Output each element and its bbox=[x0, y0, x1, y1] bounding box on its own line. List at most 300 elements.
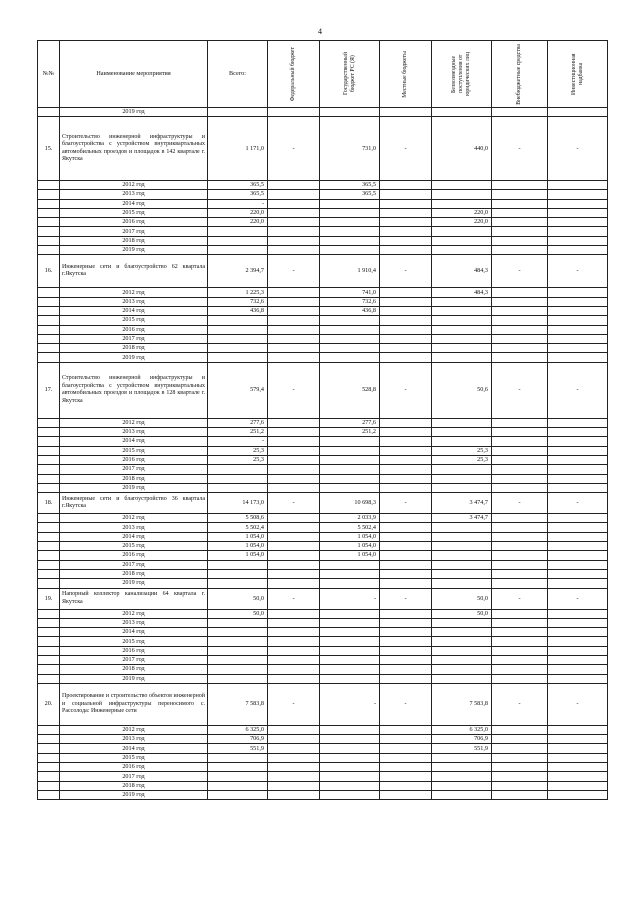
year-offbudget bbox=[492, 465, 548, 474]
year-index-cell bbox=[38, 781, 60, 790]
year-legal bbox=[432, 227, 492, 236]
year-label: 2016 год bbox=[60, 646, 208, 655]
year-state bbox=[320, 725, 380, 734]
year-label: 2017 год bbox=[60, 560, 208, 569]
year-legal bbox=[432, 781, 492, 790]
year-local bbox=[380, 437, 432, 446]
year-index-cell bbox=[38, 428, 60, 437]
year-legal bbox=[432, 181, 492, 190]
project-total: 50,0 bbox=[208, 588, 268, 609]
year-legal bbox=[432, 418, 492, 427]
year-local bbox=[380, 609, 432, 618]
year-row bbox=[38, 523, 608, 532]
year-total: 220,0 bbox=[208, 208, 268, 217]
year-row bbox=[38, 674, 608, 683]
year-state bbox=[320, 344, 380, 353]
year-index-cell bbox=[38, 190, 60, 199]
project-legal: 50,6 bbox=[432, 362, 492, 418]
project-offbudget: - bbox=[492, 362, 548, 418]
year-total: 220,0 bbox=[208, 218, 268, 227]
year-investment bbox=[548, 763, 608, 772]
year-federal bbox=[268, 753, 320, 762]
year-label: 2015 год bbox=[60, 208, 208, 217]
year-legal bbox=[432, 532, 492, 541]
year-label: 2018 год bbox=[60, 665, 208, 674]
year-row bbox=[38, 781, 608, 790]
year-label: 2013 год bbox=[60, 190, 208, 199]
year-federal bbox=[268, 569, 320, 578]
year-state: 365,5 bbox=[320, 181, 380, 190]
year-state bbox=[320, 474, 380, 483]
year-state bbox=[320, 618, 380, 627]
year-state: 1 054,0 bbox=[320, 532, 380, 541]
year-label: 2016 год bbox=[60, 218, 208, 227]
year-offbudget bbox=[492, 455, 548, 464]
year-local bbox=[380, 218, 432, 227]
year-federal bbox=[268, 628, 320, 637]
year-investment bbox=[548, 306, 608, 315]
year-label: 2013 год bbox=[60, 735, 208, 744]
year-row bbox=[38, 646, 608, 655]
continuation-row bbox=[38, 108, 608, 117]
project-federal: - bbox=[268, 588, 320, 609]
year-row bbox=[38, 334, 608, 343]
year-offbudget bbox=[492, 655, 548, 664]
year-total bbox=[208, 344, 268, 353]
year-investment bbox=[548, 353, 608, 362]
year-state bbox=[320, 199, 380, 208]
year-investment bbox=[548, 569, 608, 578]
year-row bbox=[38, 325, 608, 334]
year-legal: 25,3 bbox=[432, 446, 492, 455]
year-investment bbox=[548, 297, 608, 306]
year-label: 2014 год bbox=[60, 532, 208, 541]
project-legal: 484,3 bbox=[432, 255, 492, 288]
year-local bbox=[380, 483, 432, 492]
year-investment bbox=[548, 316, 608, 325]
year-index-cell bbox=[38, 523, 60, 532]
project-index: 20. bbox=[38, 683, 60, 725]
year-legal bbox=[432, 465, 492, 474]
year-state: 5 502,4 bbox=[320, 523, 380, 532]
year-local bbox=[380, 246, 432, 255]
project-index: 18. bbox=[38, 493, 60, 514]
year-local bbox=[380, 208, 432, 217]
project-name: Строительство инженерной инфраструктуры и благоустройства с устройством внутриквартальных автомобильных проездов и площадок в 128 квартале г. Якутска bbox=[60, 362, 208, 418]
year-investment bbox=[548, 790, 608, 799]
year-legal bbox=[432, 637, 492, 646]
year-legal bbox=[432, 790, 492, 799]
year-row bbox=[38, 551, 608, 560]
year-local bbox=[380, 569, 432, 578]
year-local bbox=[380, 655, 432, 664]
year-federal bbox=[268, 781, 320, 790]
year-federal bbox=[268, 637, 320, 646]
year-offbudget bbox=[492, 418, 548, 427]
project-investment: - bbox=[548, 362, 608, 418]
year-legal: 551,9 bbox=[432, 744, 492, 753]
year-total: 551,9 bbox=[208, 744, 268, 753]
year-legal bbox=[432, 325, 492, 334]
project-investment: - bbox=[548, 493, 608, 514]
year-offbudget bbox=[492, 551, 548, 560]
year-state: 436,8 bbox=[320, 306, 380, 315]
year-federal bbox=[268, 744, 320, 753]
year-legal bbox=[432, 353, 492, 362]
year-row bbox=[38, 218, 608, 227]
year-label: 2016 год bbox=[60, 551, 208, 560]
budget-table-wrapper bbox=[37, 40, 607, 800]
year-legal bbox=[432, 474, 492, 483]
year-federal bbox=[268, 199, 320, 208]
project-row bbox=[38, 493, 608, 514]
year-state bbox=[320, 455, 380, 464]
year-total: 1 225,3 bbox=[208, 288, 268, 297]
year-index-cell bbox=[38, 297, 60, 306]
year-local bbox=[380, 465, 432, 474]
year-index-cell bbox=[38, 551, 60, 560]
year-legal bbox=[432, 428, 492, 437]
year-state bbox=[320, 735, 380, 744]
project-total: 1 171,0 bbox=[208, 117, 268, 181]
year-index-cell bbox=[38, 725, 60, 734]
project-index: 16. bbox=[38, 255, 60, 288]
year-offbudget bbox=[492, 437, 548, 446]
year-local bbox=[380, 763, 432, 772]
year-label: 2012 год bbox=[60, 181, 208, 190]
project-local: - bbox=[380, 255, 432, 288]
year-row bbox=[38, 655, 608, 664]
year-row bbox=[38, 199, 608, 208]
year-index-cell bbox=[38, 353, 60, 362]
year-index-cell bbox=[38, 316, 60, 325]
year-legal bbox=[432, 753, 492, 762]
table-header-row bbox=[38, 41, 608, 108]
year-local bbox=[380, 674, 432, 683]
year-offbudget bbox=[492, 334, 548, 343]
year-total: 365,5 bbox=[208, 190, 268, 199]
header-name: Наименование мероприятия bbox=[60, 41, 208, 108]
year-federal bbox=[268, 763, 320, 772]
year-row bbox=[38, 753, 608, 762]
year-offbudget bbox=[492, 344, 548, 353]
year-offbudget bbox=[492, 569, 548, 578]
year-total bbox=[208, 753, 268, 762]
year-local bbox=[380, 418, 432, 427]
year-label: 2014 год bbox=[60, 437, 208, 446]
year-state bbox=[320, 781, 380, 790]
year-offbudget bbox=[492, 514, 548, 523]
year-label: 2018 год bbox=[60, 474, 208, 483]
year-total bbox=[208, 236, 268, 245]
year-total: 277,6 bbox=[208, 418, 268, 427]
year-row bbox=[38, 446, 608, 455]
year-row bbox=[38, 637, 608, 646]
year-offbudget bbox=[492, 483, 548, 492]
year-offbudget bbox=[492, 446, 548, 455]
year-label: 2017 год bbox=[60, 465, 208, 474]
year-label: 2019 год bbox=[60, 246, 208, 255]
project-local: - bbox=[380, 683, 432, 725]
header-investment: Инвестиционная надбавка bbox=[548, 41, 608, 108]
year-legal bbox=[432, 297, 492, 306]
year-label: 2019 год bbox=[60, 483, 208, 492]
year-investment bbox=[548, 288, 608, 297]
year-federal bbox=[268, 446, 320, 455]
year-index-cell bbox=[38, 199, 60, 208]
year-state bbox=[320, 246, 380, 255]
year-investment bbox=[548, 246, 608, 255]
year-total bbox=[208, 560, 268, 569]
project-name: Проектирование и строительство объектов инженерной и социальной инфраструктуры переносимого с. Рассолода: Инженерные сети bbox=[60, 683, 208, 725]
year-row bbox=[38, 455, 608, 464]
year-federal bbox=[268, 790, 320, 799]
year-state bbox=[320, 628, 380, 637]
year-federal bbox=[268, 190, 320, 199]
year-index-cell bbox=[38, 455, 60, 464]
year-local bbox=[380, 781, 432, 790]
year-total bbox=[208, 655, 268, 664]
year-offbudget bbox=[492, 236, 548, 245]
year-index-cell bbox=[38, 334, 60, 343]
year-total: - bbox=[208, 199, 268, 208]
year-total: 5 508,6 bbox=[208, 514, 268, 523]
year-state bbox=[320, 227, 380, 236]
project-row bbox=[38, 255, 608, 288]
project-offbudget: - bbox=[492, 683, 548, 725]
year-row bbox=[38, 618, 608, 627]
year-index-cell bbox=[38, 306, 60, 315]
year-local bbox=[380, 227, 432, 236]
year-local bbox=[380, 181, 432, 190]
year-state bbox=[320, 446, 380, 455]
year-legal: 484,3 bbox=[432, 288, 492, 297]
year-offbudget bbox=[492, 646, 548, 655]
project-index: 15. bbox=[38, 117, 60, 181]
year-legal bbox=[432, 646, 492, 655]
year-investment bbox=[548, 674, 608, 683]
year-federal bbox=[268, 483, 320, 492]
year-federal bbox=[268, 246, 320, 255]
year-investment bbox=[548, 514, 608, 523]
year-offbudget bbox=[492, 753, 548, 762]
year-label: 2012 год bbox=[60, 418, 208, 427]
year-local bbox=[380, 542, 432, 551]
year-local bbox=[380, 288, 432, 297]
year-investment bbox=[548, 637, 608, 646]
year-offbudget bbox=[492, 353, 548, 362]
year-label: 2018 год bbox=[60, 781, 208, 790]
year-investment bbox=[548, 437, 608, 446]
year-offbudget bbox=[492, 428, 548, 437]
year-legal: 220,0 bbox=[432, 218, 492, 227]
year-total: 6 325,0 bbox=[208, 725, 268, 734]
year-total bbox=[208, 316, 268, 325]
year-federal bbox=[268, 542, 320, 551]
year-label: 2015 год bbox=[60, 753, 208, 762]
year-index-cell bbox=[38, 344, 60, 353]
project-investment: - bbox=[548, 588, 608, 609]
year-local bbox=[380, 428, 432, 437]
year-local bbox=[380, 199, 432, 208]
year-legal: 6 325,0 bbox=[432, 725, 492, 734]
year-row bbox=[38, 744, 608, 753]
year-index-cell bbox=[38, 628, 60, 637]
year-local bbox=[380, 665, 432, 674]
year-row bbox=[38, 569, 608, 578]
year-row bbox=[38, 190, 608, 199]
year-investment bbox=[548, 181, 608, 190]
year-label: 2015 год bbox=[60, 637, 208, 646]
year-row bbox=[38, 532, 608, 541]
year-state bbox=[320, 772, 380, 781]
year-legal bbox=[432, 190, 492, 199]
year-row bbox=[38, 579, 608, 588]
year-index-cell bbox=[38, 790, 60, 799]
year-label: 2019 год bbox=[60, 353, 208, 362]
year-offbudget bbox=[492, 316, 548, 325]
header-federal: Федеральный бюджет bbox=[268, 41, 320, 108]
project-total: 579,4 bbox=[208, 362, 268, 418]
year-local bbox=[380, 297, 432, 306]
project-state: 528,8 bbox=[320, 362, 380, 418]
header-legal: Безвозмездные поступления от юридических лиц bbox=[432, 41, 492, 108]
year-investment bbox=[548, 609, 608, 618]
project-index: 19. bbox=[38, 588, 60, 609]
header-offbudget: Внебюджетные средства bbox=[492, 41, 548, 108]
year-state bbox=[320, 744, 380, 753]
year-federal bbox=[268, 560, 320, 569]
year-offbudget bbox=[492, 790, 548, 799]
year-investment bbox=[548, 325, 608, 334]
year-investment bbox=[548, 532, 608, 541]
year-index-cell bbox=[38, 735, 60, 744]
year-legal bbox=[432, 772, 492, 781]
year-label: 2017 год bbox=[60, 772, 208, 781]
year-label: 2012 год bbox=[60, 609, 208, 618]
header-local: Местные бюджеты bbox=[380, 41, 432, 108]
year-state: 251,2 bbox=[320, 428, 380, 437]
year-offbudget bbox=[492, 665, 548, 674]
project-federal: - bbox=[268, 117, 320, 181]
year-legal bbox=[432, 551, 492, 560]
year-legal bbox=[432, 437, 492, 446]
year-state bbox=[320, 579, 380, 588]
year-federal bbox=[268, 579, 320, 588]
year-offbudget bbox=[492, 227, 548, 236]
year-total: 732,6 bbox=[208, 297, 268, 306]
year-label: 2017 год bbox=[60, 227, 208, 236]
year-total: 1 054,0 bbox=[208, 542, 268, 551]
year-investment bbox=[548, 344, 608, 353]
year-legal bbox=[432, 344, 492, 353]
year-legal bbox=[432, 523, 492, 532]
year-label: 2014 год bbox=[60, 199, 208, 208]
year-offbudget bbox=[492, 628, 548, 637]
year-federal bbox=[268, 618, 320, 627]
year-label: 2012 год bbox=[60, 514, 208, 523]
year-state bbox=[320, 465, 380, 474]
year-total bbox=[208, 790, 268, 799]
year-federal bbox=[268, 474, 320, 483]
year-offbudget bbox=[492, 288, 548, 297]
year-local bbox=[380, 628, 432, 637]
year-legal bbox=[432, 569, 492, 578]
year-investment bbox=[548, 523, 608, 532]
year-total bbox=[208, 618, 268, 627]
year-offbudget bbox=[492, 725, 548, 734]
project-total: 7 583,8 bbox=[208, 683, 268, 725]
year-investment bbox=[548, 772, 608, 781]
year-offbudget bbox=[492, 763, 548, 772]
year-federal bbox=[268, 772, 320, 781]
year-legal bbox=[432, 542, 492, 551]
year-index-cell bbox=[38, 288, 60, 297]
header-state: Государственный бюджет РС (Я) bbox=[320, 41, 380, 108]
year-index-cell bbox=[38, 763, 60, 772]
project-legal: 50,0 bbox=[432, 588, 492, 609]
project-investment: - bbox=[548, 683, 608, 725]
year-local bbox=[380, 353, 432, 362]
year-state bbox=[320, 646, 380, 655]
year-legal bbox=[432, 246, 492, 255]
year-federal bbox=[268, 646, 320, 655]
year-label: 2013 год bbox=[60, 523, 208, 532]
year-total bbox=[208, 334, 268, 343]
year-investment bbox=[548, 781, 608, 790]
year-index-cell bbox=[38, 227, 60, 236]
year-row bbox=[38, 542, 608, 551]
budget-table bbox=[37, 40, 608, 800]
year-label: 2017 год bbox=[60, 334, 208, 343]
year-federal bbox=[268, 418, 320, 427]
year-index-cell bbox=[38, 665, 60, 674]
project-offbudget: - bbox=[492, 117, 548, 181]
year-row bbox=[38, 514, 608, 523]
year-state bbox=[320, 483, 380, 492]
year-local bbox=[380, 744, 432, 753]
year-total: 365,5 bbox=[208, 181, 268, 190]
year-label: 2016 год bbox=[60, 325, 208, 334]
year-label: 2018 год bbox=[60, 236, 208, 245]
year-state bbox=[320, 236, 380, 245]
year-offbudget bbox=[492, 609, 548, 618]
year-investment bbox=[548, 542, 608, 551]
year-state bbox=[320, 218, 380, 227]
year-label: 2015 год bbox=[60, 446, 208, 455]
year-federal bbox=[268, 227, 320, 236]
year-local bbox=[380, 725, 432, 734]
year-label: 2016 год bbox=[60, 763, 208, 772]
year-row bbox=[38, 344, 608, 353]
year-federal bbox=[268, 236, 320, 245]
project-federal: - bbox=[268, 255, 320, 288]
year-row bbox=[38, 208, 608, 217]
year-label: 2014 год bbox=[60, 628, 208, 637]
year-state bbox=[320, 353, 380, 362]
year-federal bbox=[268, 437, 320, 446]
project-state: 1 910,4 bbox=[320, 255, 380, 288]
year-legal bbox=[432, 560, 492, 569]
year-label: 2019 год bbox=[60, 674, 208, 683]
year-index-cell bbox=[38, 474, 60, 483]
project-offbudget: - bbox=[492, 588, 548, 609]
year-federal bbox=[268, 725, 320, 734]
project-state: 731,0 bbox=[320, 117, 380, 181]
year-local bbox=[380, 334, 432, 343]
year-legal bbox=[432, 199, 492, 208]
year-offbudget bbox=[492, 674, 548, 683]
